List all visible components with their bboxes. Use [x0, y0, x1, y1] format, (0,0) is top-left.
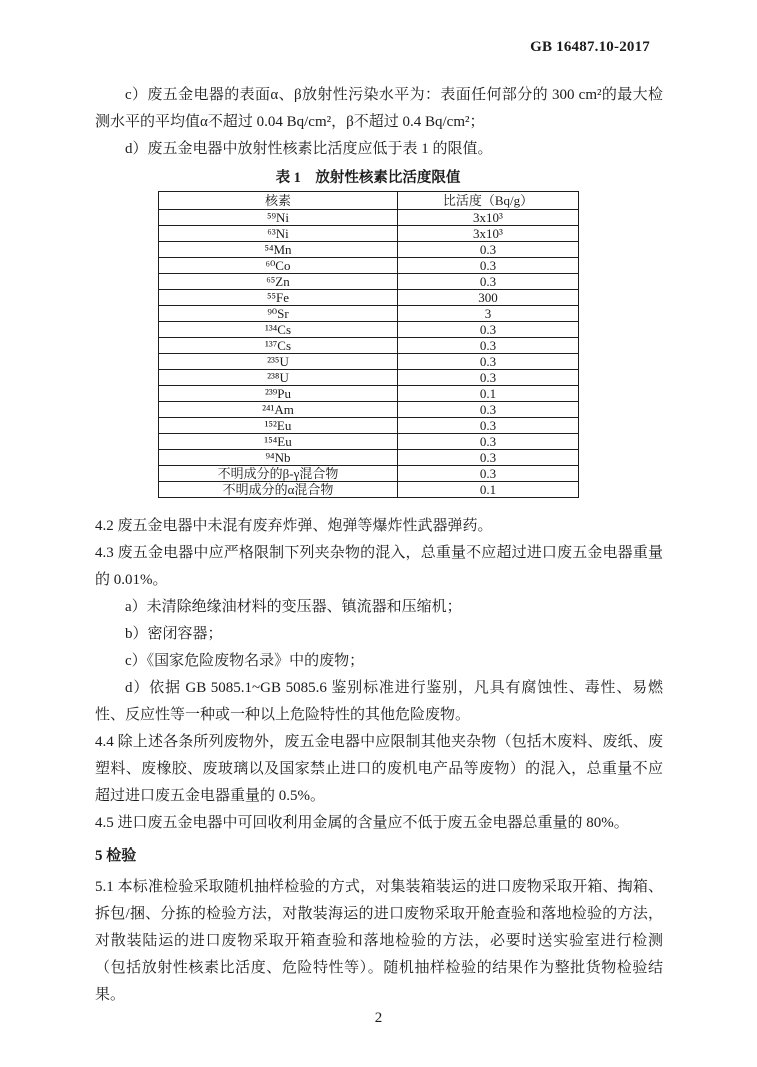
clause-4-3-item-c: c）《国家危险废物名录》中的废物；	[125, 653, 365, 669]
column-header-nuclide: 核素	[159, 192, 398, 210]
nuclide-cell: ²³⁸U	[159, 370, 398, 386]
nuclide-cell: 不明成分的α混合物	[159, 482, 398, 498]
standard-number: GB 16487.10-2017	[530, 39, 650, 55]
clause-4-3-item-d: d）依据 GB 5085.1~GB 5085.6 鉴别标准进行鉴别，凡具有腐蚀性、毒性、易燃性、反应性等一种或一种以上危险特性的其他危险废物。	[95, 680, 663, 723]
nuclide-cell: ²³⁵U	[159, 354, 398, 370]
nuclide-cell: ⁶⁰Co	[159, 258, 398, 274]
radionuclide-limits-table	[158, 191, 579, 498]
activity-cell: 3x10³	[398, 210, 579, 226]
nuclide-cell: ⁶⁵Zn	[159, 274, 398, 290]
activity-cell: 0.3	[398, 370, 579, 386]
nuclide-cell: ²³⁹Pu	[159, 386, 398, 402]
activity-cell: 0.3	[398, 402, 579, 418]
activity-cell: 0.1	[398, 386, 579, 402]
table-row	[159, 306, 579, 322]
nuclide-cell: ¹⁵⁴Eu	[159, 434, 398, 450]
nuclide-cell: ⁵⁴Mn	[159, 242, 398, 258]
table-row	[159, 242, 579, 258]
nuclide-cell: 不明成分的β-γ混合物	[159, 466, 398, 482]
nuclide-cell: ⁶³Ni	[159, 226, 398, 242]
table-row	[159, 450, 579, 466]
table-row	[159, 418, 579, 434]
table-row	[159, 370, 579, 386]
activity-cell: 0.3	[398, 242, 579, 258]
clause-item-c: c）废五金电器的表面α、β放射性污染水平为：表面任何部分的 300 cm²的最大检测水平的平均值α不超过 0.04 Bq/cm²，β不超过 0.4 Bq/cm²；	[95, 87, 663, 130]
activity-cell: 0.3	[398, 258, 579, 274]
clause-4-3-item-a: a）未清除绝缘油材料的变压器、镇流器和压缩机；	[125, 599, 462, 615]
activity-cell: 300	[398, 290, 579, 306]
column-header-activity: 比活度（Bq/g）	[398, 192, 579, 210]
table-row	[159, 386, 579, 402]
table-row	[159, 402, 579, 418]
nuclide-cell: ⁹⁰Sr	[159, 306, 398, 322]
nuclide-cell: ²⁴¹Am	[159, 402, 398, 418]
table-row	[159, 274, 579, 290]
table-title: 表 1 放射性核素比活度限值	[275, 170, 461, 186]
table-row	[159, 258, 579, 274]
table-row	[159, 338, 579, 354]
nuclide-cell: ⁵⁹Ni	[159, 210, 398, 226]
radionuclide-table-body	[159, 210, 579, 498]
table-row	[159, 322, 579, 338]
nuclide-cell: ¹³⁴Cs	[159, 322, 398, 338]
document-body	[95, 82, 663, 1009]
table-row	[159, 466, 579, 482]
nuclide-cell: ⁵⁵Fe	[159, 290, 398, 306]
table-row	[159, 210, 579, 226]
activity-cell: 0.3	[398, 322, 579, 338]
clause-4-3: 4.3 废五金电器中应严格限制下列夹杂物的混入，总重量不应超过进口废五金电器重量的 0.01%。	[95, 545, 663, 588]
activity-cell: 3x10³	[398, 226, 579, 242]
table-row	[159, 290, 579, 306]
page-footer	[0, 1008, 757, 1028]
table-header-row	[159, 192, 579, 210]
nuclide-cell: ¹⁵²Eu	[159, 418, 398, 434]
clause-4-3-item-b: b）密闭容器；	[125, 626, 223, 642]
page-number: 2	[374, 1010, 383, 1026]
clause-item-d: d）废五金电器中放射性核素比活度应低于表 1 的限值。	[125, 141, 493, 157]
nuclide-cell: ¹³⁷Cs	[159, 338, 398, 354]
clause-4-2: 4.2 废五金电器中未混有废弃炸弹、炮弹等爆炸性武器弹药。	[95, 518, 493, 534]
activity-cell: 3	[398, 306, 579, 322]
table-row	[159, 354, 579, 370]
activity-cell: 0.3	[398, 274, 579, 290]
activity-cell: 0.3	[398, 354, 579, 370]
clause-4-5: 4.5 进口废五金电器中可回收利用金属的含量应不低于废五金电器总重量的 80%。	[95, 815, 629, 831]
clause-4-4: 4.4 除上述各条所列废物外，废五金电器中应限制其他夹杂物（包括木废料、废纸、废塑料、废橡胶、废玻璃以及国家禁止进口的废机电产品等废物）的混入，总重量不应超过进口废五金电器重量的 0.5%。	[95, 734, 663, 804]
activity-cell: 0.3	[398, 466, 579, 482]
table-row	[159, 482, 579, 498]
activity-cell: 0.3	[398, 418, 579, 434]
activity-cell: 0.3	[398, 434, 579, 450]
section-5-heading: 5 检验	[95, 848, 137, 864]
table-row	[159, 434, 579, 450]
page-header	[530, 39, 650, 56]
table-block	[158, 168, 578, 498]
activity-cell: 0.3	[398, 450, 579, 466]
clause-5-1: 5.1 本标准检验采取随机抽样检验的方式，对集装箱装运的进口废物采取开箱、掏箱、拆包/捆、分拣的检验方法，对散装海运的进口废物采取开舱查验和落地检验的方法，对散装陆运的进口废物采取开箱查验和落地检验的方法，必要时送实验室进行检测（包括放射性核素比活度、危险特性等）。随机抽样检验的结果作为整批货物检验结果。	[95, 879, 663, 1003]
table-row	[159, 226, 579, 242]
activity-cell: 0.3	[398, 338, 579, 354]
activity-cell: 0.1	[398, 482, 579, 498]
nuclide-cell: ⁹⁴Nb	[159, 450, 398, 466]
